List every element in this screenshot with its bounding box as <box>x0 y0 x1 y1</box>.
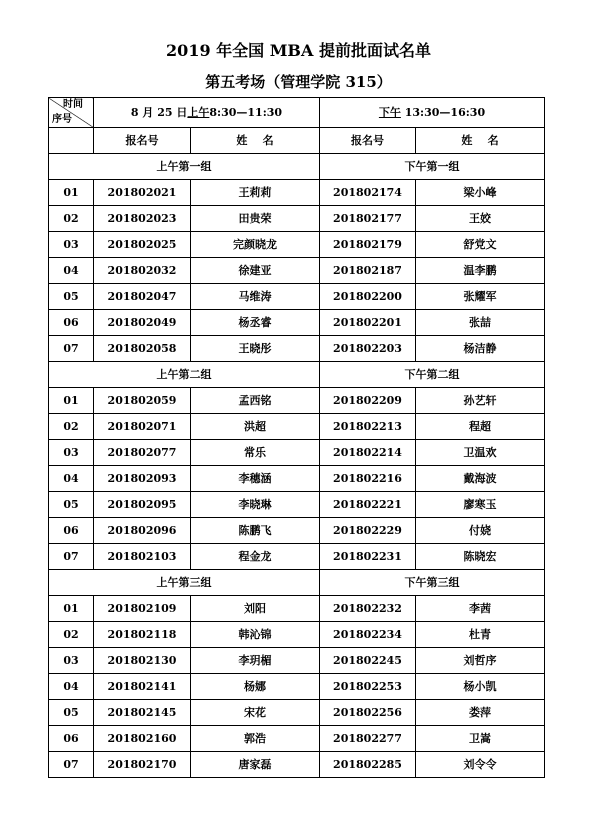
name-header-morning: 姓 名 <box>191 128 320 154</box>
seq-cell: 03 <box>49 648 94 674</box>
afternoon-name: 娄萍 <box>416 700 545 726</box>
seq-cell: 07 <box>49 336 94 362</box>
morning-name: 陈鹏飞 <box>191 518 320 544</box>
table-row <box>49 258 545 284</box>
afternoon-group-title: 下午第三组 <box>320 570 545 596</box>
morning-name: 王莉莉 <box>191 180 320 206</box>
table-row <box>49 232 545 258</box>
morning-name: 常乐 <box>191 440 320 466</box>
morning-group-title: 上午第一组 <box>49 154 320 180</box>
morning-reg-no: 201802130 <box>94 648 191 674</box>
morning-name: 杨娜 <box>191 674 320 700</box>
morning-name: 唐家磊 <box>191 752 320 778</box>
afternoon-name: 杜青 <box>416 622 545 648</box>
seq-cell: 04 <box>49 258 94 284</box>
seq-cell: 02 <box>49 414 94 440</box>
column-header-row <box>49 128 545 154</box>
table-row <box>49 518 545 544</box>
morning-reg-no: 201802058 <box>94 336 191 362</box>
seq-cell: 03 <box>49 232 94 258</box>
seq-cell: 01 <box>49 180 94 206</box>
blank-header-cell <box>49 128 94 154</box>
afternoon-reg-no: 201802174 <box>320 180 416 206</box>
seq-cell: 04 <box>49 674 94 700</box>
afternoon-reg-no: 201802245 <box>320 648 416 674</box>
seq-cell: 02 <box>49 622 94 648</box>
afternoon-reg-no: 201802200 <box>320 284 416 310</box>
morning-reg-no: 201802118 <box>94 622 191 648</box>
morning-name: 马维涛 <box>191 284 320 310</box>
morning-name: 刘阳 <box>191 596 320 622</box>
morning-reg-no: 201802141 <box>94 674 191 700</box>
afternoon-reg-no: 201802234 <box>320 622 416 648</box>
afternoon-session-cell <box>320 98 545 128</box>
afternoon-reg-no: 201802229 <box>320 518 416 544</box>
morning-name: 郭浩 <box>191 726 320 752</box>
afternoon-reg-no: 201802213 <box>320 414 416 440</box>
seq-cell: 07 <box>49 752 94 778</box>
morning-name: 程金龙 <box>191 544 320 570</box>
group-title-row <box>49 154 545 180</box>
table-row <box>49 544 545 570</box>
table-row <box>49 648 545 674</box>
afternoon-reg-no: 201802253 <box>320 674 416 700</box>
afternoon-reg-no: 201802232 <box>320 596 416 622</box>
afternoon-name: 张耀军 <box>416 284 545 310</box>
afternoon-reg-no: 201802214 <box>320 440 416 466</box>
morning-reg-no: 201802103 <box>94 544 191 570</box>
seq-cell: 06 <box>49 726 94 752</box>
afternoon-reg-no: 201802256 <box>320 700 416 726</box>
corner-time-label: 时间 <box>63 99 83 110</box>
morning-reg-no: 201802160 <box>94 726 191 752</box>
afternoon-reg-no: 201802187 <box>320 258 416 284</box>
morning-name: 李玥楣 <box>191 648 320 674</box>
morning-group-title: 上午第二组 <box>49 362 320 388</box>
reg-no-header-afternoon: 报名号 <box>320 128 416 154</box>
table-row <box>49 752 545 778</box>
morning-reg-no: 201802059 <box>94 388 191 414</box>
morning-reg-no: 201802145 <box>94 700 191 726</box>
morning-reg-no: 201802025 <box>94 232 191 258</box>
seq-cell: 05 <box>49 284 94 310</box>
name-header-afternoon: 姓 名 <box>416 128 545 154</box>
afternoon-time: 13:30—16:30 <box>404 106 486 119</box>
exam-room-subtitle: 第五考场（管理学院 315） <box>205 73 392 91</box>
table-row <box>49 466 545 492</box>
table-row <box>49 726 545 752</box>
morning-time: 8:30—11:30 <box>209 106 283 119</box>
seq-cell: 05 <box>49 492 94 518</box>
afternoon-name: 程超 <box>416 414 545 440</box>
afternoon-name: 王姣 <box>416 206 545 232</box>
table-row <box>49 440 545 466</box>
morning-name: 孟西铭 <box>191 388 320 414</box>
morning-reg-no: 201802071 <box>94 414 191 440</box>
morning-session-cell <box>94 98 320 128</box>
corner-seq-label: 序号 <box>52 114 72 125</box>
morning-name: 田贵荣 <box>191 206 320 232</box>
morning-name: 李晓琳 <box>191 492 320 518</box>
afternoon-name: 刘哲序 <box>416 648 545 674</box>
session-header-row <box>49 98 545 128</box>
table-row <box>49 284 545 310</box>
afternoon-reg-no: 201802179 <box>320 232 416 258</box>
page-title: 2019 年全国 MBA 提前批面试名单 <box>166 41 431 60</box>
afternoon-reg-no: 201802216 <box>320 466 416 492</box>
afternoon-name: 付娆 <box>416 518 545 544</box>
table-row <box>49 674 545 700</box>
morning-name: 王晓彤 <box>191 336 320 362</box>
seq-cell: 06 <box>49 518 94 544</box>
group-title-row <box>49 362 545 388</box>
table-row <box>49 596 545 622</box>
afternoon-reg-no: 201802231 <box>320 544 416 570</box>
morning-reg-no: 201802170 <box>94 752 191 778</box>
afternoon-reg-no: 201802203 <box>320 336 416 362</box>
morning-reg-no: 201802023 <box>94 206 191 232</box>
seq-cell: 01 <box>49 388 94 414</box>
afternoon-name: 杨小凯 <box>416 674 545 700</box>
morning-name: 杨丞睿 <box>191 310 320 336</box>
seq-cell: 01 <box>49 596 94 622</box>
seq-cell: 03 <box>49 440 94 466</box>
afternoon-label: 下午 <box>378 106 401 119</box>
seq-cell: 05 <box>49 700 94 726</box>
morning-name: 韩沁锦 <box>191 622 320 648</box>
table-row <box>49 414 545 440</box>
afternoon-name: 梁小峰 <box>416 180 545 206</box>
reg-no-header-morning: 报名号 <box>94 128 191 154</box>
afternoon-name: 舒党文 <box>416 232 545 258</box>
afternoon-name: 卫温欢 <box>416 440 545 466</box>
morning-name: 洪超 <box>191 414 320 440</box>
seq-cell: 02 <box>49 206 94 232</box>
morning-name: 宋花 <box>191 700 320 726</box>
afternoon-reg-no: 201802285 <box>320 752 416 778</box>
corner-diagonal-cell <box>49 98 94 128</box>
morning-label: 上午 <box>187 106 210 119</box>
morning-date: 8 月 25 日 <box>130 106 188 119</box>
morning-name: 李穗涵 <box>191 466 320 492</box>
seq-cell: 06 <box>49 310 94 336</box>
afternoon-group-title: 下午第一组 <box>320 154 545 180</box>
afternoon-name: 李茜 <box>416 596 545 622</box>
afternoon-reg-no: 201802177 <box>320 206 416 232</box>
table-row <box>49 388 545 414</box>
table-row <box>49 206 545 232</box>
morning-reg-no: 201802049 <box>94 310 191 336</box>
afternoon-reg-no: 201802209 <box>320 388 416 414</box>
table-row <box>49 310 545 336</box>
afternoon-name: 戴海波 <box>416 466 545 492</box>
morning-reg-no: 201802032 <box>94 258 191 284</box>
afternoon-name: 廖寒玉 <box>416 492 545 518</box>
morning-reg-no: 201802021 <box>94 180 191 206</box>
afternoon-name: 卫嵩 <box>416 726 545 752</box>
afternoon-name: 张喆 <box>416 310 545 336</box>
morning-reg-no: 201802096 <box>94 518 191 544</box>
afternoon-name: 温李鹏 <box>416 258 545 284</box>
morning-reg-no: 201802077 <box>94 440 191 466</box>
morning-name: 徐建亚 <box>191 258 320 284</box>
morning-reg-no: 201802095 <box>94 492 191 518</box>
table-row <box>49 180 545 206</box>
group-title-row <box>49 570 545 596</box>
table-row <box>49 622 545 648</box>
morning-reg-no: 201802093 <box>94 466 191 492</box>
seq-cell: 07 <box>49 544 94 570</box>
seq-cell: 04 <box>49 466 94 492</box>
morning-group-title: 上午第三组 <box>49 570 320 596</box>
afternoon-reg-no: 201802277 <box>320 726 416 752</box>
morning-reg-no: 201802047 <box>94 284 191 310</box>
table-row <box>49 492 545 518</box>
afternoon-name: 杨洁静 <box>416 336 545 362</box>
table-row <box>49 700 545 726</box>
table-row <box>49 336 545 362</box>
interview-roster-table <box>48 97 545 778</box>
afternoon-name: 陈晓宏 <box>416 544 545 570</box>
afternoon-group-title: 下午第二组 <box>320 362 545 388</box>
morning-reg-no: 201802109 <box>94 596 191 622</box>
afternoon-name: 刘令令 <box>416 752 545 778</box>
morning-name: 完颜晓龙 <box>191 232 320 258</box>
afternoon-name: 孙艺轩 <box>416 388 545 414</box>
afternoon-reg-no: 201802221 <box>320 492 416 518</box>
afternoon-reg-no: 201802201 <box>320 310 416 336</box>
